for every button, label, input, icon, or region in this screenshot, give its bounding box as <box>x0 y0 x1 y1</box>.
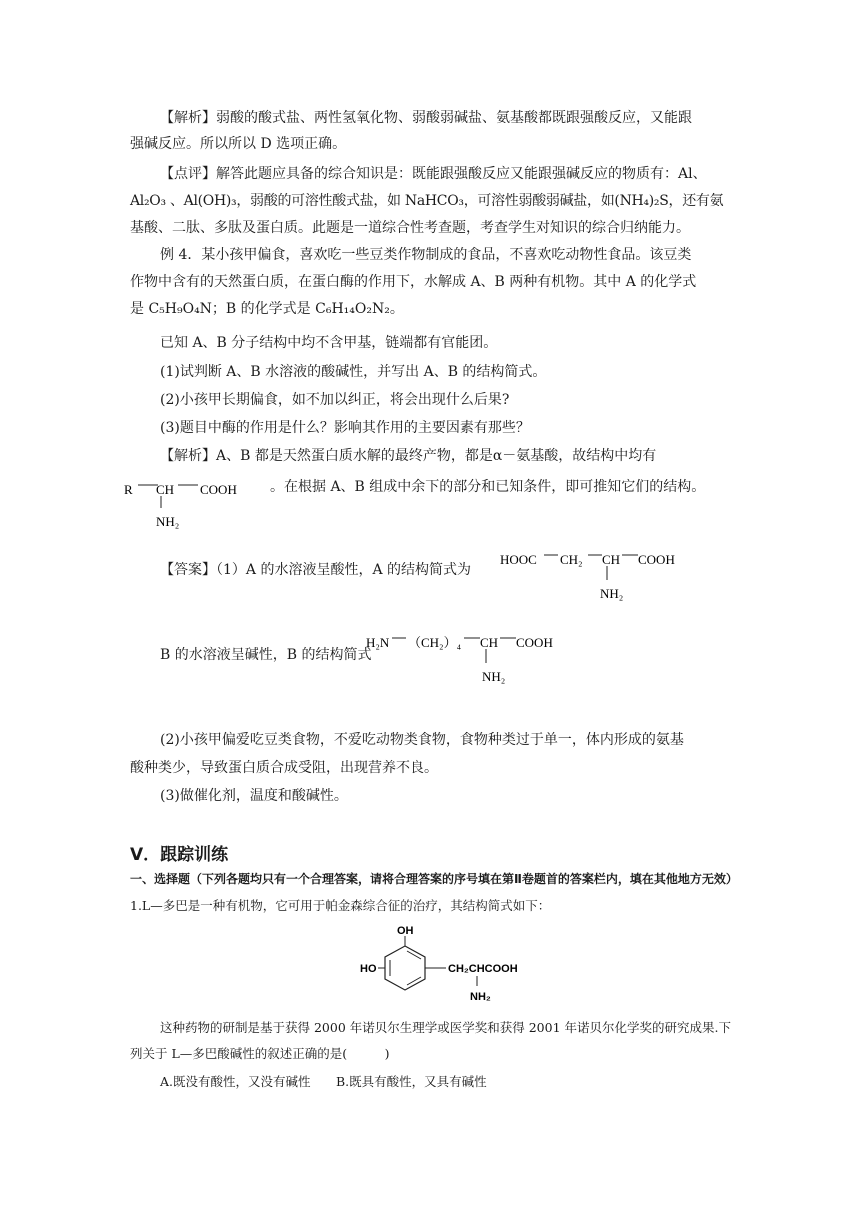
nh2-group: NH₂ <box>600 586 624 601</box>
nh2-group: NH₂ <box>470 991 491 1002</box>
example4-line-2: 作物中含有的天然蛋白质，在蛋白酶的作用下，水解成 A、B 两种有机物。其中 A 的化学式 <box>130 274 697 290</box>
option-a: A.既没有酸性，又没有碱性 <box>160 1074 311 1089</box>
example4-line-1: 例 4．某小孩甲偏食，喜欢吃一些豆类作物制成的食品，不喜欢吃动物性食品。该豆类 <box>160 247 692 263</box>
h2n-group: H₂N <box>366 635 390 650</box>
jiexi-line-1: 【解析】弱酸的酸式盐、两性氢氧化物、弱酸弱碱盐、氨基酸都既跟强酸反应，又能跟 <box>160 110 692 126</box>
example4-line-3: 是 C₅H₉O₄N；B 的化学式是 C₆H₁₄O₂N₂。 <box>130 301 404 317</box>
ch2-group: CH₂ <box>560 552 583 567</box>
example4-line-4: 已知 A、B 分子结构中均不含甲基，链端都有官能团。 <box>160 335 498 351</box>
nh2-group: NH₂ <box>482 669 506 684</box>
q1-body-line-2: 列关于 L—多巴酸碱性的叙述正确的是( ) <box>130 1046 390 1061</box>
structure-b <box>364 627 594 689</box>
ch-group: CH <box>480 635 499 650</box>
example4-jiexi-line-1: 【解析】A、B 都是天然蛋白质水解的最终产物，都是α－氨基酸，故结构中均有 <box>160 448 657 464</box>
dianping-line-3: 基酸、二肽、多肽及蛋白质。此题是一道综合性考查题，考查学生对知识的综合归纳能力。 <box>130 220 690 236</box>
q1-stem: 1.L—多巴是一种有机物，它可用于帕金森综合征的治疗，其结构简式如下： <box>130 898 551 913</box>
section-title: Ⅴ．跟踪训练 <box>130 845 229 865</box>
jiexi-line-2: 强碱反应。所以所以 D 选项正确。 <box>130 136 347 152</box>
answer-2-line-1: (2)小孩甲偏爱吃豆类食物，不爱吃动物类食物，食物种类过于单一，体内形成的氨基 <box>160 732 684 748</box>
structure-a <box>498 544 698 604</box>
ch-group: CH <box>602 552 621 567</box>
r-group: R <box>124 482 133 497</box>
side-chain: CH₂CHCOOH <box>448 963 518 975</box>
option-b: B.既具有酸性，又具有碱性 <box>336 1074 487 1089</box>
example4-jiexi-line-2: 。在根据 A、B 组成中余下的部分和已知条件，即可推知它们的结构。 <box>270 479 706 495</box>
ch-group: CH <box>156 482 175 497</box>
answer-b-text: B 的水溶液呈碱性，B 的结构简式 <box>160 647 372 663</box>
dianping-line-1: 【点评】解答此题应具备的综合知识是：既能跟强酸反应又能跟强碱反应的物质有：Al、 <box>160 166 707 182</box>
hooc-group: HOOC <box>500 552 537 567</box>
oh-group-top: OH <box>397 925 414 937</box>
cooh-group: COOH <box>638 552 675 567</box>
question-3: (3)题目中酶的作用是什么？影响其作用的主要因素有那些？ <box>160 420 530 436</box>
answer-2-line-2: 酸种类少，导致蛋白质合成受阻，出现营养不良。 <box>130 760 438 776</box>
ch2-chain: （CH₂）₄ <box>408 635 462 650</box>
answer-a-text: 【答案】（1）A 的水溶液呈酸性，A 的结构简式为 <box>160 562 472 578</box>
q1-body-line-1: 这种药物的研制是基于获得 2000 年诺贝尔生理学或医学奖和获得 2001 年诺贝尔化学奖的研究成果.下 <box>160 1020 731 1035</box>
nh2-group: NH₂ <box>156 514 180 529</box>
amino-acid-structure <box>120 474 260 536</box>
cooh-group: COOH <box>516 635 553 650</box>
section-instruction: 一、选择题（下列各题均只有一个合理答案，请将合理答案的序号填在第Ⅱ卷题首的答案栏内，填在其他地方无效） <box>130 872 738 886</box>
l-dopa-structure <box>350 920 540 1002</box>
dianping-line-2: Al₂O₃ 、Al(OH)₃，弱酸的可溶性酸式盐，如 NaHCO₃，可溶性弱酸弱碱盐，如(NH₄)₂S，还有氨 <box>130 193 724 209</box>
question-1: (1)试判断 A、B 水溶液的酸碱性，并写出 A、B 的结构简式。 <box>160 364 547 380</box>
answer-3: (3)做催化剂，温度和酸碱性。 <box>160 788 348 804</box>
cooh-group: COOH <box>200 482 237 497</box>
ho-group-left: HO <box>360 963 377 975</box>
question-2: (2)小孩甲长期偏食，如不加以纠正，将会出现什么后果? <box>160 392 510 408</box>
